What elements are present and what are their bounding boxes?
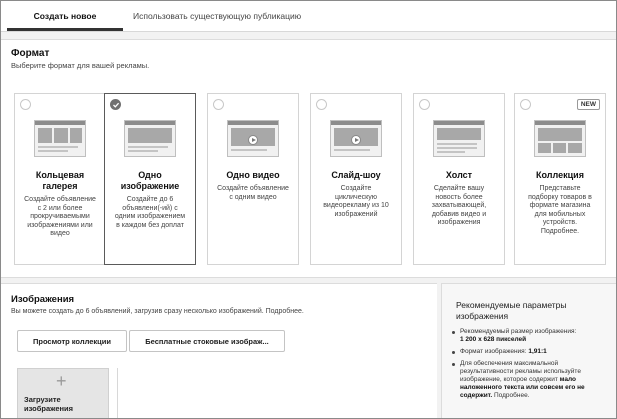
size-value: 1 200 x 628 пикселей — [460, 336, 527, 343]
card-title: Одно изображение — [120, 170, 180, 191]
video-preview-icon — [227, 120, 279, 157]
tip-bold: мало наложенного текста или совсем его не содержит. — [460, 376, 585, 399]
list-item — [450, 328, 612, 344]
recommended-title: Рекомендуемые параметры изображения — [456, 300, 567, 321]
single-image-preview-icon — [124, 120, 176, 157]
radio-button[interactable] — [520, 99, 531, 110]
play-icon — [351, 135, 361, 145]
carousel-preview-icon — [34, 120, 86, 157]
ratio-label: Формат изображения: — [460, 348, 527, 355]
radio-button[interactable] — [213, 99, 224, 110]
format-title: Формат — [11, 48, 50, 59]
radio-button[interactable] — [316, 99, 327, 110]
list-item — [450, 360, 612, 400]
images-subtitle: Вы можете создать до 6 объявлений, загрузив сразу несколько изображений. Подробнее. — [11, 308, 304, 315]
card-description: Создайте объявление с одним видео — [217, 185, 289, 201]
card-title: Одно видео — [226, 170, 280, 180]
card-title: Холст — [445, 170, 473, 180]
card-description: Создайте объявление с 2 или более прокручиваемыми изображениями или видео — [24, 196, 96, 238]
upload-images-button[interactable] — [17, 368, 109, 419]
images-title: Изображения — [11, 294, 75, 305]
card-title: Слайд-шоу — [331, 170, 381, 180]
card-title: Кольцевая галерея — [35, 170, 85, 191]
learn-more-link[interactable]: Подробнее. — [493, 392, 530, 399]
free-stock-images-button[interactable]: Бесплатные стоковые изображ... — [129, 330, 285, 352]
plus-icon: + — [56, 371, 67, 391]
collection-preview-icon — [534, 120, 586, 157]
radio-button[interactable] — [20, 99, 31, 110]
card-description: Создайте до 6 объявлени(-ий) с одним изображением в каждом без доплат — [114, 196, 186, 229]
recommended-specs-panel — [441, 283, 617, 419]
card-description: Представьте подборку товаров в формате магазина для мобильных устройств. Подробнее. — [528, 185, 592, 235]
format-section — [1, 39, 616, 278]
card-description: Создайте циклическую видеорекламу из 10 изображений — [323, 185, 389, 218]
tip-text: Для обеспечения максимальной результативности рекламы используйте изображение, которое содержит — [460, 360, 581, 383]
card-title: Коллекция — [536, 170, 584, 180]
format-subtitle: Выберите формат для вашей рекламы. — [11, 61, 150, 70]
tab-bar — [1, 1, 616, 32]
size-label: Рекомендуемый размер изображения: — [460, 328, 577, 335]
card-description: Сделайте вашу новость более захватывающей, добавив видео и изображения — [431, 185, 487, 227]
check-icon[interactable] — [110, 99, 121, 110]
images-section — [1, 283, 437, 419]
format-card-video[interactable] — [207, 93, 299, 265]
tab-create-new-ad[interactable]: Создать новое — [7, 1, 123, 31]
view-collection-button[interactable]: Просмотр коллекции — [17, 330, 127, 352]
upload-label: Загрузите изображения — [24, 395, 74, 413]
canvas-preview-icon — [433, 120, 485, 157]
format-card-carousel[interactable] — [14, 93, 106, 265]
format-card-collection[interactable] — [514, 93, 606, 265]
play-icon — [248, 135, 258, 145]
tab-use-existing-post[interactable]: Использовать существующую публикацию — [133, 11, 302, 21]
radio-button[interactable] — [419, 99, 430, 110]
list-item — [450, 348, 612, 356]
format-card-canvas[interactable] — [413, 93, 505, 265]
ratio-value: 1,91:1 — [528, 348, 547, 355]
recommended-list — [450, 328, 612, 404]
slideshow-preview-icon — [330, 120, 382, 157]
new-badge: NEW — [577, 99, 600, 110]
divider — [117, 368, 118, 419]
format-card-slideshow[interactable] — [310, 93, 402, 265]
format-card-single-image[interactable] — [104, 93, 196, 265]
